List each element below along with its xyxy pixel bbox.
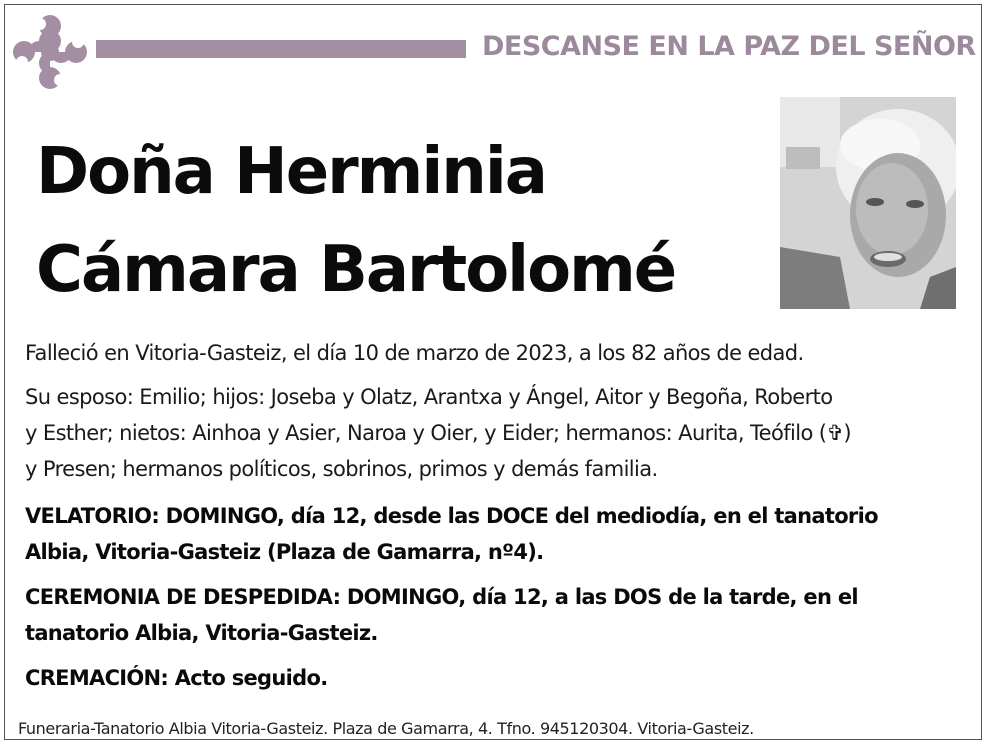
funeral-home-footer: Funeraria-Tanatorio Albia Vitoria-Gasteiz. Plaza de Gamarra, 4. Tfno. 945120304. Vitoria-Gasteiz. — [18, 719, 754, 738]
family-line-2: y Esther; nietos: Ainhoa y Asier, Naroa y Oier, y Eider; hermanos: Aurita, Teófilo (✞) — [25, 421, 851, 445]
ceremonia-line-1: CEREMONIA DE DESPEDIDA: DOMINGO, día 12, a las DOS de la tarde, en el — [25, 585, 858, 609]
lauburu-icon — [8, 10, 92, 94]
ceremonia-line-2: tanatorio Albia, Vitoria-Gasteiz. — [25, 621, 378, 645]
deceased-name-line2: Cámara Bartolomé — [36, 233, 676, 307]
portrait-photo — [780, 97, 956, 309]
velatorio-line-1: VELATORIO: DOMINGO, día 12, desde las DOCE del mediodía, en el tanatorio — [25, 504, 878, 528]
portrait-image — [780, 97, 956, 309]
cremacion-notice: CREMACIÓN: Acto seguido. — [25, 666, 328, 690]
deceased-name-line1: Doña Herminia — [36, 135, 546, 209]
family-line-1: Su esposo: Emilio; hijos: Joseba y Olatz, Arantxa y Ángel, Aitor y Begoña, Roberto — [25, 385, 833, 409]
velatorio-line-2: Albia, Vitoria-Gasteiz (Plaza de Gamarra, nº4). — [25, 540, 544, 564]
family-line-3: y Presen; hermanos políticos, sobrinos, primos y demás familia. — [25, 457, 658, 481]
header-divider-bar — [96, 40, 466, 58]
header-tagline: DESCANSE EN LA PAZ DEL SEÑOR — [482, 31, 976, 62]
death-notice: Falleció en Vitoria-Gasteiz, el día 10 de marzo de 2023, a los 82 años de edad. — [25, 341, 804, 365]
